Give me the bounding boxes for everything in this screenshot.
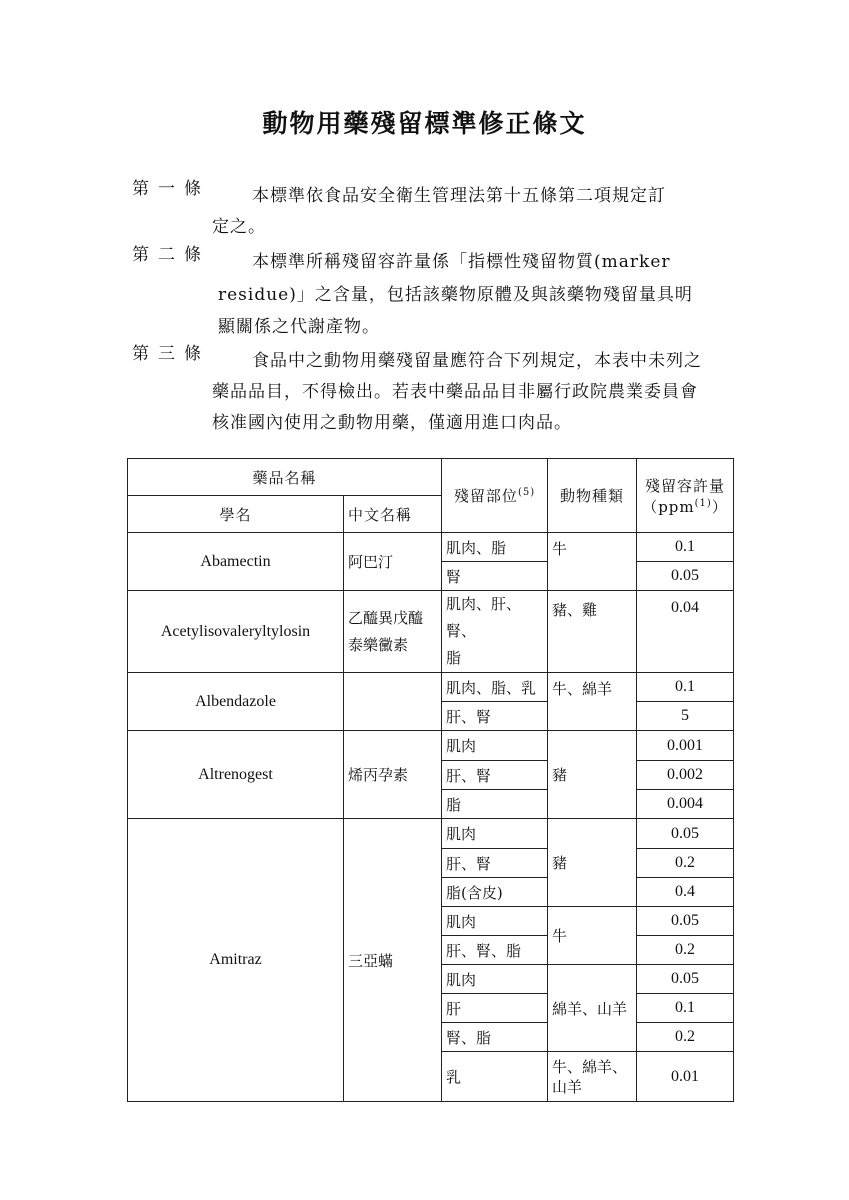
residue-site: 肝	[442, 994, 548, 1023]
mrl-value: 0.05	[637, 562, 734, 591]
mrl-header: 殘留容許量 （ppm$^{(1)}$）	[637, 459, 734, 533]
residue-site: 肝、腎、脂	[442, 936, 548, 965]
article-1-line-2: 定之。	[212, 217, 266, 237]
article-2-line-1: 本標準所稱殘留容許量係「指標性殘留物質(marker	[252, 252, 671, 272]
mrl-value: 0.002	[637, 761, 734, 790]
table-row	[128, 731, 734, 761]
table-header-row	[128, 459, 734, 496]
chinese-name: 阿巴汀	[344, 533, 442, 591]
chinese-name-header: 中文名稱	[344, 496, 442, 533]
residue-site: 肝、腎	[442, 849, 548, 878]
article-3-line-2: 藥品品目，不得檢出。若表中藥品品目非屬行政院農業委員會	[212, 382, 698, 402]
chinese-name	[344, 673, 442, 731]
article-2	[132, 247, 212, 264]
residue-site: 肌肉	[442, 965, 548, 994]
article-3	[132, 346, 212, 363]
mrl-value: 0.1	[637, 673, 734, 702]
scientific-name: Amitraz	[128, 819, 344, 1102]
residue-site: 肝、腎	[442, 761, 548, 790]
article-2-line-2: residue)」之含量，包括該藥物原體及與該藥物殘留量具明	[218, 285, 693, 305]
article-3-line-3: 核准國內使用之動物用藥，僅適用進口肉品。	[212, 413, 572, 433]
residue-site: 脂(含皮)	[442, 878, 548, 907]
scientific-name: Albendazole	[128, 673, 344, 731]
scientific-name: Altrenogest	[128, 731, 344, 819]
residue-site: 肌肉、肝、腎、 脂	[442, 591, 548, 673]
article-label: 第 一 條	[132, 179, 201, 199]
mrl-value: 0.4	[637, 878, 734, 907]
residue-site: 肝、腎	[442, 702, 548, 731]
table-row	[128, 591, 734, 673]
article-label: 第 二 條	[132, 245, 201, 265]
mrl-value: 0.2	[637, 936, 734, 965]
mrl-value: 5	[637, 702, 734, 731]
residue-site: 腎、脂	[442, 1023, 548, 1052]
article-1	[132, 181, 212, 198]
mrl-value: 0.1	[637, 533, 734, 562]
article-label: 第 三 條	[132, 344, 201, 364]
species: 牛	[548, 533, 637, 591]
article-1-line-1: 本標準依食品安全衛生管理法第十五條第二項規定訂	[252, 186, 666, 206]
chinese-name: 乙醯異戊醯 泰樂黴素	[344, 591, 442, 673]
residue-site: 肌肉	[442, 819, 548, 849]
mrl-value: 0.1	[637, 994, 734, 1023]
mrl-table	[127, 458, 734, 1102]
mrl-value: 0.2	[637, 1023, 734, 1052]
table-row	[128, 819, 734, 849]
species-header: 動物種類	[548, 459, 637, 533]
mrl-value: 0.05	[637, 965, 734, 994]
scientific-name-header: 學名	[128, 496, 344, 533]
mrl-value: 0.001	[637, 731, 734, 761]
table-row	[128, 533, 734, 562]
residue-site: 肌肉、脂、乳	[442, 673, 548, 702]
species: 牛、綿羊、 山羊	[548, 1052, 637, 1102]
mrl-value: 0.01	[637, 1052, 734, 1102]
page-title: 動物用藥殘留標準修正條文	[262, 109, 587, 138]
article-3-line-1: 食品中之動物用藥殘留量應符合下列規定，本表中未列之	[252, 351, 702, 371]
species: 綿羊、山羊	[548, 965, 637, 1052]
residue-site: 肌肉	[442, 731, 548, 761]
article-2-line-3: 顯關係之代謝產物。	[218, 317, 380, 337]
residue-site: 肌肉、脂	[442, 533, 548, 562]
mrl-value: 0.05	[637, 819, 734, 849]
species: 豬	[548, 819, 637, 907]
mrl-value: 0.04	[637, 591, 734, 673]
scientific-name: Abamectin	[128, 533, 344, 591]
table-row	[128, 673, 734, 702]
mrl-value: 0.2	[637, 849, 734, 878]
drug-name-header: 藥品名稱	[128, 459, 442, 496]
site-header: 殘留部位$^{(5)}$	[442, 459, 548, 533]
residue-site: 腎	[442, 562, 548, 591]
chinese-name: 三亞蟎	[344, 819, 442, 1102]
mrl-value: 0.05	[637, 907, 734, 936]
species: 牛、綿羊	[548, 673, 637, 731]
species: 豬、雞	[548, 591, 637, 673]
chinese-name: 烯丙孕素	[344, 731, 442, 819]
residue-site: 肌肉	[442, 907, 548, 936]
mrl-value: 0.004	[637, 790, 734, 819]
scientific-name: Acetylisovaleryltylosin	[128, 591, 344, 673]
residue-site: 乳	[442, 1052, 548, 1102]
species: 豬	[548, 731, 637, 819]
species: 牛	[548, 907, 637, 965]
residue-site: 脂	[442, 790, 548, 819]
